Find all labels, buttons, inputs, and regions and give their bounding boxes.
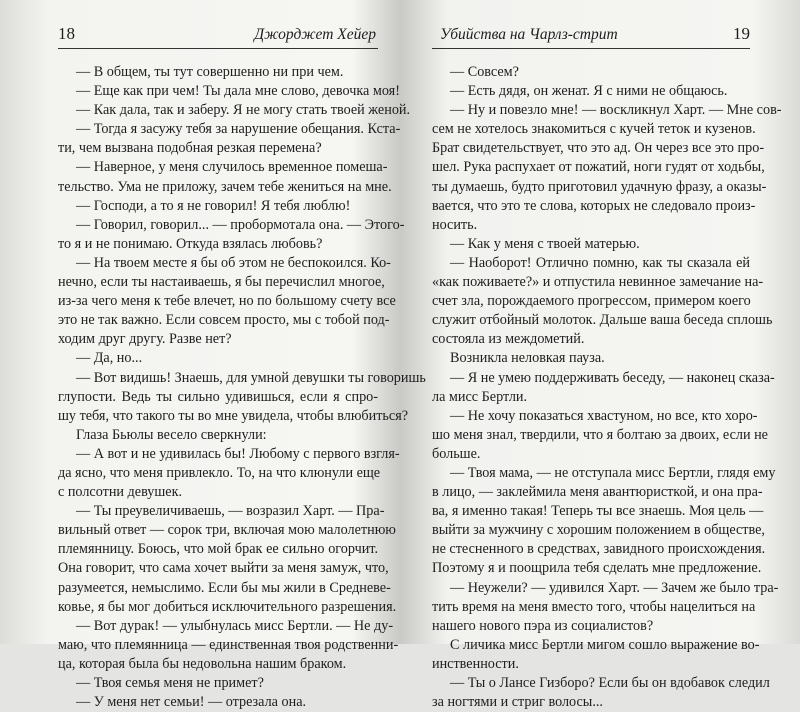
text-line: не стесненного в средствах, завидного происхождения. bbox=[432, 541, 766, 558]
text-line: из-за чего меня к тебе влечет, но по большому счету все bbox=[58, 293, 396, 310]
text-line: — Твоя мама, — не отступала мисс Бертли, глядя ему bbox=[450, 464, 776, 481]
text-line: — У меня нет семьи! — отрезала она. bbox=[76, 694, 307, 711]
left-page-number: 18 bbox=[58, 24, 75, 43]
text-line: шу тебя, что такого ты во мне увидела, чтобы влюбиться? bbox=[58, 407, 409, 424]
text-line: — А вот и не удивилась бы! Любому с первого взгля- bbox=[76, 445, 400, 462]
right-page-number: 19 bbox=[733, 24, 750, 43]
text-line: — Господи, а то я не говорил! Я тебя люблю! bbox=[76, 197, 351, 214]
text-line: ца, которая была бы недовольна нашим браком. bbox=[58, 655, 347, 672]
text-line: за ногтями и стриг волосы... bbox=[432, 694, 603, 711]
text-line: тить время на меня вместо того, чтобы нацелиться на bbox=[432, 598, 756, 615]
text-line: вается, что это те слова, которых не следовало произ- bbox=[432, 197, 756, 214]
text-line: Возникла неловкая пауза. bbox=[450, 350, 605, 367]
text-line: — В общем, ты тут совершенно ни при чем. bbox=[76, 64, 344, 80]
right-page bbox=[432, 18, 782, 711]
text-line: — Ты преувеличиваешь, — возразил Харт. — Пра- bbox=[76, 503, 385, 520]
text-line: — Есть дядя, он женат. Я с ними не общаюсь. bbox=[450, 83, 728, 100]
text-line: разумеется, немыслимо. Если бы мы жили в Средневе- bbox=[58, 579, 391, 596]
text-line: — На твоем месте я бы об этом не беспокоился. Ко- bbox=[76, 254, 391, 271]
text-line: Она говорит, что сама хочет выйти за меня замуж, что, bbox=[58, 560, 389, 577]
text-line: ла мисс Бертли. bbox=[432, 388, 528, 405]
text-line: счет зла, порождаемого прогрессом, примером коего bbox=[432, 293, 751, 310]
left-page bbox=[58, 18, 426, 711]
right-page-text bbox=[432, 63, 782, 712]
text-line: носить. bbox=[432, 216, 478, 233]
text-line: племянницу. Боюсь, что мой брак ее сильно огорчит. bbox=[58, 541, 378, 558]
text-line: шел. Рука распухает от пожатий, ноги гудят от ходьбы, bbox=[432, 159, 765, 176]
text-line: служит отбойный молоток. Дальше ваша беседа сплошь bbox=[432, 312, 773, 329]
text-line: вильный ответ — сорок три, включая мою малолетнюю bbox=[58, 522, 396, 539]
text-line: шо меня знал, твердили, что я болтаю за двоих, если не bbox=[432, 426, 768, 443]
text-line: — Еще как при чем! Ты дала мне слово, девочка моя! bbox=[76, 83, 400, 100]
text-line: — Говорил, говорил... — пробормотала она. — Этого- bbox=[76, 216, 405, 233]
text-line: — Наоборот! Отлично помню, как ты сказала ей bbox=[450, 254, 750, 271]
text-line: больше. bbox=[432, 445, 481, 462]
text-line: ходим друг другу. Разве нет? bbox=[58, 331, 232, 348]
text-line: это не так важно. Если совсем просто, мы с тобой под- bbox=[58, 312, 390, 329]
text-line: тельство. Ума не приложу, зачем тебе жениться на мне. bbox=[58, 178, 392, 195]
text-line: инственности. bbox=[432, 655, 519, 672]
text-line: — Вот видишь! Знаешь, для умной девушки ты говоришь bbox=[76, 369, 426, 386]
text-line: — Не хочу показаться хвастуном, но все, кто хоро- bbox=[450, 407, 758, 424]
text-line: ты думаешь, будто приготовил удачную фразу, а оказы- bbox=[432, 178, 767, 195]
text-line: сем не хотелось знакомиться с кучей теток и кузенов. bbox=[432, 121, 756, 138]
text-line: то я и не понимаю. Откуда взялась любовь? bbox=[58, 235, 323, 252]
text-line: — Ну и повезло мне! — воскликнул Харт. — Мне сов- bbox=[450, 102, 782, 119]
text-line: — Неужели? — удивился Харт. — Зачем же было тра- bbox=[450, 579, 779, 596]
text-line: маю, что племянница — единственная твоя родственни- bbox=[58, 636, 399, 653]
left-page-header bbox=[58, 18, 378, 49]
right-running-head: Убийства на Чарлз-стрит bbox=[440, 26, 618, 43]
text-line: Брат свидетельствует, что это ад. Он через все это про- bbox=[432, 140, 765, 157]
text-line: ковье, я бы мог добиться исключительного разрешения. bbox=[58, 598, 397, 615]
text-line: — Ты о Лансе Гизборо? Если бы он вдобавок следил bbox=[450, 675, 770, 691]
text-line: С личика мисс Бертли мигом сошло выражение во- bbox=[450, 636, 760, 653]
text-line: Глаза Бьюлы весело сверкнули: bbox=[76, 426, 267, 443]
text-line: — Я не умею поддерживать беседу, — наконец сказа- bbox=[450, 369, 775, 386]
text-line: — Как дала, так и заберу. Я не могу стать твоей женой. bbox=[76, 102, 411, 119]
right-page-header bbox=[432, 18, 750, 49]
text-line: — Совсем? bbox=[450, 64, 519, 80]
text-line: — Да, но... bbox=[76, 350, 143, 367]
text-line: — Тогда я засужу тебя за нарушение обещания. Кста- bbox=[76, 121, 401, 138]
text-line: выйти за мужчину с хорошим положением в обществе, bbox=[432, 522, 765, 539]
text-line: нечно, если ты настаиваешь, я бы перечислил многое, bbox=[58, 274, 385, 291]
left-running-head: Джорджет Хейер bbox=[254, 26, 376, 43]
text-line: — Как у меня с твоей матерью. bbox=[450, 235, 640, 252]
text-line: «как поживаете?» и отпустила невинное замечание на- bbox=[432, 274, 764, 291]
text-line: — Вот дурак! — улыбнулась мисс Бертли. — Не ду- bbox=[76, 617, 394, 634]
text-line: да ясно, что меня привлекло. То, на что клюнули еще bbox=[58, 464, 381, 481]
text-line: ва, я именно такая! Теперь ты все знаешь. Моя цель — bbox=[432, 503, 764, 520]
text-line: ти, чем вызвана подобная резкая перемена? bbox=[58, 140, 322, 157]
text-line: Поэтому я и поощрила тебя сделать мне предложение. bbox=[432, 560, 762, 577]
text-line: с полсотни девушек. bbox=[58, 484, 183, 501]
text-line: — Наверное, у меня случилось временное помеша- bbox=[76, 159, 388, 176]
left-page-text bbox=[58, 63, 426, 712]
text-line: в лицо, — заклеймила меня авантюристкой, и она пра- bbox=[432, 484, 763, 501]
text-line: глупости. Ведь ты сильно удивишься, если я спро- bbox=[58, 388, 378, 405]
text-line: — Твоя семья меня не примет? bbox=[76, 675, 264, 691]
text-line: состояла из междометий. bbox=[432, 331, 585, 348]
text-line: нашего нового пэра из социалистов? bbox=[432, 617, 654, 634]
